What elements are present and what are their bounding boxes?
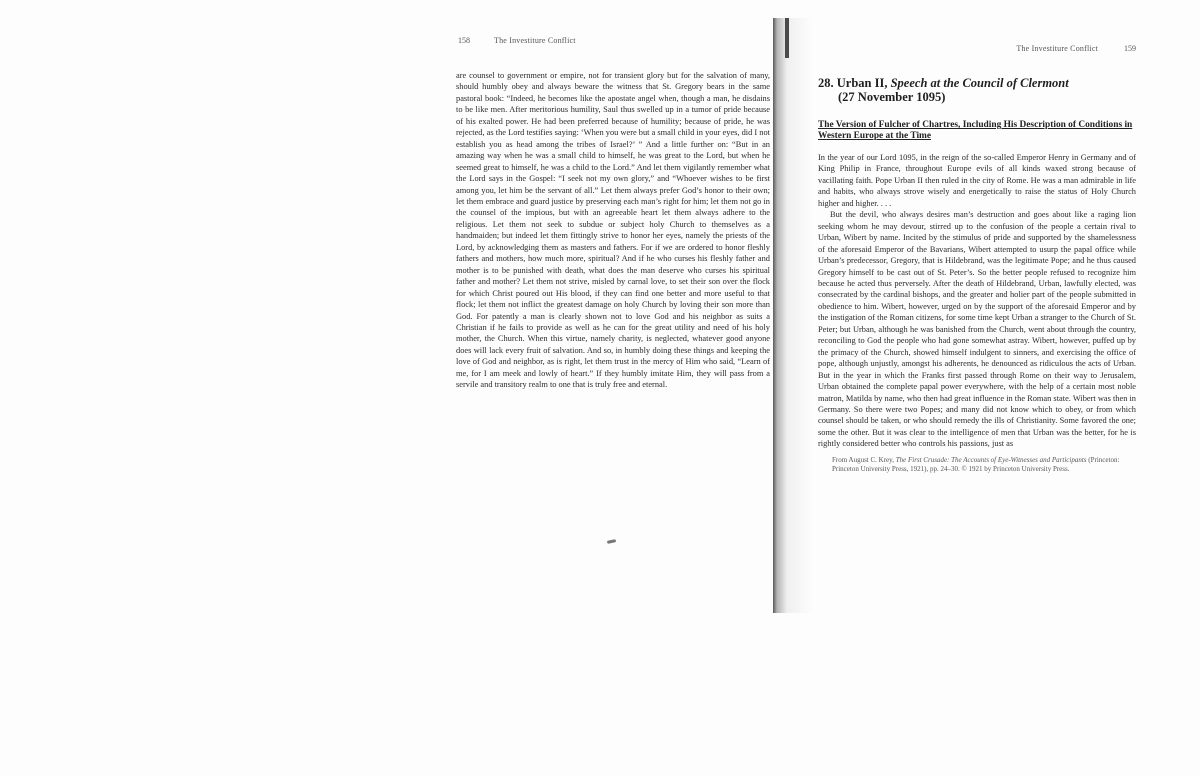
- running-header: [448, 36, 770, 50]
- source-prefix: From August C. Krey,: [832, 455, 894, 464]
- paragraph: In the year of our Lord 1095, in the reign of the so-called Emperor Henry in Germany and of King Philip in France, throughout Europe evils of all kinds waxed strong because of vacillating faith. Pope Urban II then ruled in the city of Rome. He was a man admirable in life and habits, who always strove wisely and energetically to raise the status of Holy Church higher and higher. . . .: [818, 153, 1136, 208]
- source-title: The First Crusade: The Accounts of Eye-Witnesses and Participants: [895, 455, 1087, 464]
- document-number: 28. Urban II,: [818, 76, 888, 90]
- running-head-title: The Investiture Conflict: [494, 36, 576, 45]
- source-details: (Princeton: Princeton University Press, 1921), pp. 24–30. © 1921 by Princeton University Press.: [832, 455, 1120, 473]
- document-title: Speech at the Council of Clermont: [890, 76, 1069, 90]
- body-text: [818, 152, 1136, 450]
- document-date: (27 November 1095): [838, 90, 946, 104]
- section-heading: The Version of Fulcher of Chartres, Including His Description of Conditions in Western Europe at the Time: [818, 120, 1133, 141]
- running-head-title: The Investiture Conflict: [1016, 44, 1098, 53]
- source-note: [818, 456, 1136, 474]
- page-number: 159: [1124, 44, 1136, 53]
- left-page: [448, 36, 770, 391]
- document-heading: [818, 76, 1136, 90]
- paragraph: But the devil, who always desires man’s destruction and goes about like a raging lion seeking whom he may devour, stirred up to the confusion of the people a certain rival to Urban, Wibert by name. Incited by the stimulus of pride and supported by the shamelessness of the aforesaid Emperor of the Bavarians, Wibert attempted to usurp the papal office while Urban’s predecessor, Gregory, that is Hildebrand, was the legitimate Pope; and he thus caused Gregory himself to be cast out of St. Peter’s. So the better people refused to recognize him because he acted thus perversely. After the death of Hildebrand, Urban, lawfully elected, was consecrated by the cardinal bishops, and the greater and holier part of the people submitted in obedience to him. Wibert, however, urged on by the support of the aforesaid Emperor and by the instigation of the Roman citizens, for some time kept Urban a stranger to the Church of St. Peter; but Urban, although he was banished from the Church, went about through the country, reconciling to God the people who had gone somewhat astray. Wibert, however, puffed up by the primacy of the Church, showed himself indulgent to sinners, and exercising the office of pope, although unjustly, amongst his adherents, he denounced as ridiculous the acts of Urban. But in the year in which the Franks first passed through Rome on their way to Jerusalem, Urban obtained the complete papal power everywhere, with the help of a certain most noble matron, Matilda by name, who then had great influence in the Roman state. Wibert was then in Germany. So there were two Popes; and many did not know which to obey, or from which counsel should be taken, or who should remedy the ills of Christianity. Some favored the one; some the other. But it was clear to the intelligence of men that Urban was the better, for he is rightly considered better who controls his passions, just as: [818, 210, 1136, 449]
- gutter-mark: [785, 18, 789, 58]
- right-page: [818, 44, 1136, 474]
- running-header: [818, 44, 1136, 58]
- scan-speck: [607, 539, 616, 544]
- gutter-shadow: [773, 18, 813, 613]
- body-text: are counsel to government or empire, not for transient glory but for the salvation of many, should humbly obey and always beware the witness that St. Gregory bears in the same pastoral book: “Indeed, he becomes like the apostate angel when, though a man, he disdains to be like men. After meritorious humility, Saul thus swelled up in a tumor of pride because of his exalted power. He had been preferred because of humility; because of pride, he was rejected, as the Lord testifies saying: ‘When you were but a small child in your eyes, did I not establish you as head among the tribes of Israel?’ ” And a little further on: “But in an amazing way when he was a small child to himself, he was great to the Lord, but when he seemed great to himself, he was a child to the Lord.” And let them vigilantly remember what the Lord says in the Gospel: “I seek not my own glory,” and “Whoever wishes to be first among you, let him be the servant of all.” Let them always prefer God’s honor to their own; let them embrace and guard justice by preserving each man’s right for him; let them not go in the counsel of the impious, but with an agreeable heart let them always adhere to the religious. Let them not seek to subdue or subject holy Church to themselves as a handmaiden; but indeed let them fittingly strive to honor her eyes, namely the priests of the Lord, by acknowledging them as masters and fathers. For if we are ordered to honor fleshly fathers and mothers, how much more, spiritual? And if he who curses his fleshly father and mother is to be punished with death, what does the man deserve who curses his spiritual father and mother? Let them not strive, misled by carnal love, to set their son over the flock for which Christ poured out His blood, if they can find one better and more useful to that flock; let them not inflict the greatest damage on holy Church by loving their son more than God. For patently a man is clearly shown not to love God and his neighbor as suits a Christian if he fails to provide as well as he can for the great utility and need of his holy mother, the Church. When this virtue, namely charity, is neglected, whatever good anyone does will lack every fruit of salvation. And so, in humbly doing these things and keeping the love of God and neighbor, as is right, let them trust in the mercy of Him who said, “Learn of me, for I am meek and lowly of heart.” If they humbly imitate Him, they will pass from a servile and transitory realm to one that is truly free and eternal.: [456, 71, 770, 390]
- page-number: 158: [458, 36, 470, 45]
